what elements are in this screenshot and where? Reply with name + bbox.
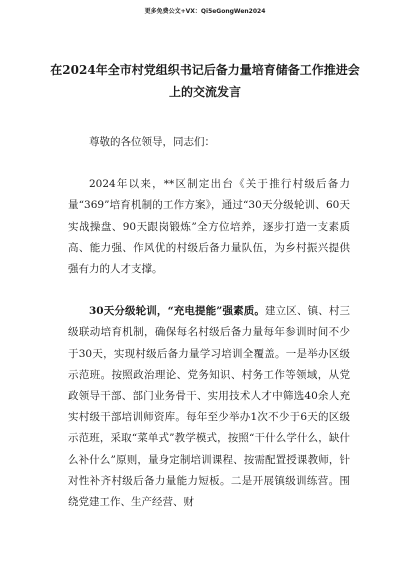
- paragraph-2: [68, 301, 350, 513]
- document-body: [68, 132, 350, 513]
- paragraph-1: 2024年以来，**区制定出台《关于推行村级后备力量“369”培育机制的工作方案》，通过“30天分级轮训、60天实战操盘、90天跟岗锻炼”全方位培养，逐步打造一支素质高、能力强、作风优的村级后备力量队伍，为乡村振兴提供强有力的人才支撑。: [68, 178, 350, 276]
- header-watermark: 更多免费公文+VX：Qi5eGongWen2024: [144, 8, 266, 15]
- paragraph-2-heading: 30天分级轮训，“充电提能”强素质。: [89, 305, 266, 318]
- title-line-1: 在2024年全市村党组织书记后备力量培育储备工作推进会: [50, 63, 360, 77]
- document-title: [40, 59, 370, 103]
- paragraph-2-text: 建立区、镇、村三级联动培育机制，确保每名村级后备力量每年参训时间不少于30天，实现村级后备力量学习培训全覆盖。一是举办区级示范班。按照政治理论、党务知识、村务工作等领域，从党政领导干部、部门业务骨干、实用技术人才中筛选40余人充实村级干部培训师资库。每年至少举办1次不少于6天的区级示范班，采取“菜单式”教学模式，按照“干什么学什么，缺什么补什么”原则，量身定制培训课程、按需配置授课教师，针对性补齐村级后备力量能力短板。二是开展镇级训练营。围绕党建工作、生产经营、财: [68, 305, 350, 509]
- title-line-2: 上的交流发言: [168, 85, 241, 99]
- greeting: 尊敬的各位领导，同志们：: [89, 136, 215, 148]
